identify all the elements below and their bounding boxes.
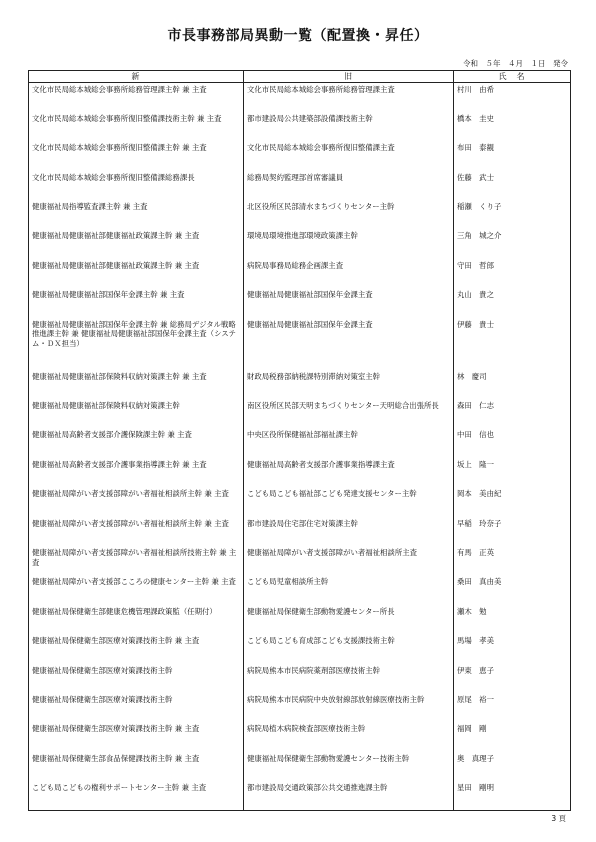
cell-old-position: 中央区役所保健福祉部福祉課主幹 — [244, 428, 454, 457]
table-row — [29, 575, 571, 604]
cell-new-position: 健康福祉局健康福祉部保険料収納対策課主幹 — [29, 399, 244, 428]
cell-name: 福岡 剛 — [454, 722, 571, 751]
cell-name: 有馬 正英 — [454, 546, 571, 575]
cell-new-position: 健康福祉局保健衛生部医療対策課技術主幹 — [29, 664, 244, 693]
cell-name: 伊東 恵子 — [454, 664, 571, 693]
cell-name: 稲瀬 くり子 — [454, 200, 571, 229]
page-number: 3 頁 — [551, 814, 566, 823]
cell-new-position: 健康福祉局保健衛生部医療対策課技術主幹 兼 主査 — [29, 634, 244, 663]
cell-new-position: 健康福祉局健康福祉部健康福祉政策課主幹 兼 主査 — [29, 259, 244, 288]
table-row — [29, 517, 571, 546]
cell-name: 林 慶司 — [454, 370, 571, 399]
table-row — [29, 781, 571, 810]
cell-name: 原尾 裕一 — [454, 693, 571, 722]
cell-name: 橋本 圭史 — [454, 112, 571, 141]
cell-new-position: 健康福祉局健康福祉部国保年金課主幹 兼 主査 — [29, 288, 244, 317]
cell-new-position: 健康福祉局保健衛生部医療対策課技術主幹 兼 主査 — [29, 722, 244, 751]
table-row — [29, 428, 571, 457]
cell-new-position: 健康福祉局健康福祉部国保年金課主幹 兼 総務局デジタル戦略推進課主幹 兼 健康福祉局健康福祉部国保年金課主査（システム・ＤＸ担当） — [29, 318, 244, 370]
cell-name: 星田 剛明 — [454, 781, 571, 810]
cell-old-position: こども局こども福祉部こども発達支援センター主幹 — [244, 487, 454, 516]
cell-old-position: 北区役所区民部清水まちづくりセンター主幹 — [244, 200, 454, 229]
cell-old-position: 病院局事務局総務企画課主査 — [244, 259, 454, 288]
cell-name: 桑田 真由美 — [454, 575, 571, 604]
cell-old-position: 南区役所区民部天明まちづくりセンター天明総合出張所長 — [244, 399, 454, 428]
cell-name: 三角 城之介 — [454, 229, 571, 258]
column-header-old: 旧 — [244, 71, 454, 83]
table-row — [29, 229, 571, 258]
table-row — [29, 141, 571, 170]
table-row — [29, 458, 571, 487]
cell-new-position: 健康福祉局障がい者支援部障がい者福祉相談所主幹 兼 主査 — [29, 517, 244, 546]
table-row — [29, 605, 571, 634]
cell-old-position: 都市建設局公共建築部設備課技術主幹 — [244, 112, 454, 141]
column-header-name: 氏 名 — [454, 71, 571, 83]
table-row — [29, 752, 571, 781]
cell-old-position: 文化市民局総本城総会事務所総務管理課主査 — [244, 83, 454, 112]
cell-new-position: 健康福祉局保健衛生部医療対策課技術主幹 — [29, 693, 244, 722]
cell-old-position: 都市建設局交通政策部公共交通推進課主幹 — [244, 781, 454, 810]
cell-name: 早稲 玲奈子 — [454, 517, 571, 546]
cell-old-position: 健康福祉局保健衛生部動物愛護センター所長 — [244, 605, 454, 634]
cell-new-position: 健康福祉局障がい者支援部障がい者福祉相談所主幹 兼 主査 — [29, 487, 244, 516]
cell-new-position: こども局こどもの権利サポートセンター主幹 兼 主査 — [29, 781, 244, 810]
cell-new-position: 健康福祉局保健衛生部食品保健課技術主幹 兼 主査 — [29, 752, 244, 781]
cell-name: 瀬木 勉 — [454, 605, 571, 634]
issue-date: 令和 ５年 ４月 １日 発令 — [463, 59, 568, 68]
cell-old-position: 健康福祉局保健衛生部動物愛護センター技術主幹 — [244, 752, 454, 781]
cell-old-position: 財政局税務部納税課特別滞納対策室主幹 — [244, 370, 454, 399]
cell-new-position: 健康福祉局健康福祉部健康福祉政策課主幹 兼 主査 — [29, 229, 244, 258]
cell-name: 奥 真理子 — [454, 752, 571, 781]
cell-new-position: 健康福祉局指導監査課主幹 兼 主査 — [29, 200, 244, 229]
cell-old-position: 健康福祉局健康福祉部国保年金課主査 — [244, 288, 454, 317]
cell-new-position: 健康福祉局高齢者支援部介護事業指導課主幹 兼 主査 — [29, 458, 244, 487]
cell-name: 中田 信也 — [454, 428, 571, 457]
cell-old-position: 病院局植木病院検査部医療技術主幹 — [244, 722, 454, 751]
document-title: 市長事務部局異動一覧（配置換・昇任） — [167, 28, 429, 44]
cell-name: 馬場 孝美 — [454, 634, 571, 663]
table-header-row — [29, 71, 571, 83]
table-row — [29, 664, 571, 693]
cell-old-position: 文化市民局総本城総会事務所復旧整備課主査 — [244, 141, 454, 170]
cell-old-position: こども局児童相談所主幹 — [244, 575, 454, 604]
cell-old-position: 健康福祉局障がい者支援部障がい者福祉相談所主査 — [244, 546, 454, 575]
cell-new-position: 健康福祉局障がい者支援部こころの健康センター主幹 兼 主査 — [29, 575, 244, 604]
table-row — [29, 634, 571, 663]
cell-new-position: 文化市民局総本城総会事務所総務管理課主幹 兼 主査 — [29, 83, 244, 112]
cell-name: 岡本 美由紀 — [454, 487, 571, 516]
cell-new-position: 文化市民局総本城総会事務所復旧整備課主幹 兼 主査 — [29, 141, 244, 170]
table-row — [29, 259, 571, 288]
cell-old-position: 都市建設局住宅部住宅対策課主幹 — [244, 517, 454, 546]
cell-new-position: 健康福祉局高齢者支援部介護保険課主幹 兼 主査 — [29, 428, 244, 457]
table-row — [29, 693, 571, 722]
table-body — [29, 83, 571, 811]
cell-old-position: 健康福祉局健康福祉部国保年金課主査 — [244, 318, 454, 370]
table-row — [29, 399, 571, 428]
cell-new-position: 文化市民局総本城総会事務所復旧整備課総務課長 — [29, 171, 244, 200]
table-row — [29, 112, 571, 141]
table-row — [29, 288, 571, 317]
table-row — [29, 171, 571, 200]
cell-old-position: 病院局熊本市民病院中央放射線部放射線医療技術主幹 — [244, 693, 454, 722]
table-row — [29, 487, 571, 516]
table-row — [29, 83, 571, 112]
cell-name: 佐藤 武士 — [454, 171, 571, 200]
cell-new-position: 健康福祉局健康福祉部保険料収納対策課主幹 兼 主査 — [29, 370, 244, 399]
cell-new-position: 健康福祉局障がい者支援部障がい者福祉相談所技術主幹 兼 主査 — [29, 546, 244, 575]
table-row — [29, 722, 571, 751]
table-row — [29, 370, 571, 399]
cell-name: 森田 仁志 — [454, 399, 571, 428]
cell-old-position: 病院局熊本市民病院薬剤部医療技術主幹 — [244, 664, 454, 693]
cell-new-position: 文化市民局総本城総会事務所復旧整備課技術主幹 兼 主査 — [29, 112, 244, 141]
cell-name: 村川 由希 — [454, 83, 571, 112]
table-row — [29, 318, 571, 370]
cell-name: 伊藤 貴士 — [454, 318, 571, 370]
cell-name: 守田 哲郎 — [454, 259, 571, 288]
table-row — [29, 200, 571, 229]
cell-old-position: 環境局環境推進部環境政策課主幹 — [244, 229, 454, 258]
cell-name: 布田 泰観 — [454, 141, 571, 170]
cell-name: 丸山 貴之 — [454, 288, 571, 317]
cell-name: 坂上 隆一 — [454, 458, 571, 487]
cell-new-position: 健康福祉局保健衛生部健康危機管理課政策監（任期付） — [29, 605, 244, 634]
cell-old-position: 健康福祉局高齢者支援部介護事業指導課主査 — [244, 458, 454, 487]
cell-old-position: 総務局契約監理部首席審議員 — [244, 171, 454, 200]
table-row — [29, 546, 571, 575]
cell-old-position: こども局こども育成部こども支援課技術主幹 — [244, 634, 454, 663]
column-header-new: 新 — [29, 71, 244, 83]
personnel-table — [28, 70, 571, 811]
